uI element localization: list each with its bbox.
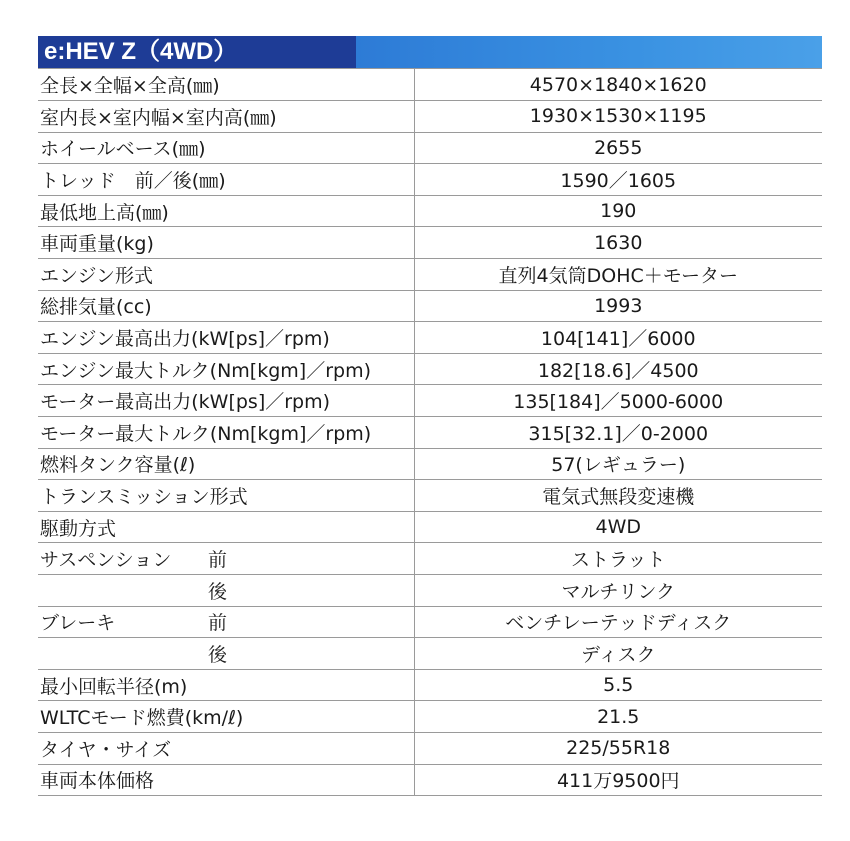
spec-row bbox=[38, 417, 822, 449]
spec-label-cell bbox=[38, 764, 414, 796]
spec-row bbox=[38, 732, 822, 764]
spec-row bbox=[38, 606, 822, 638]
spec-row bbox=[38, 101, 822, 133]
spec-row bbox=[38, 764, 822, 796]
spec-row bbox=[38, 69, 822, 101]
spec-label-cell bbox=[38, 417, 414, 449]
spec-value: 電気式無段変速機 bbox=[414, 480, 822, 512]
spec-label-cell bbox=[38, 101, 414, 133]
spec-label-cell bbox=[38, 290, 414, 322]
spec-label: ホイールベース(㎜) bbox=[40, 138, 206, 161]
spec-value: 411万9500円 bbox=[414, 764, 822, 796]
spec-value: 4570×1840×1620 bbox=[414, 69, 822, 101]
spec-value: 2655 bbox=[414, 132, 822, 164]
title-bar bbox=[38, 36, 822, 69]
spec-value: 57(レギュラー) bbox=[414, 448, 822, 480]
spec-label: エンジン形式 bbox=[40, 264, 154, 287]
spec-label: サスペンション bbox=[40, 549, 172, 572]
spec-value: ディスク bbox=[414, 638, 822, 670]
spec-label-cell bbox=[38, 701, 414, 733]
spec-row bbox=[38, 701, 822, 733]
spec-label-cell bbox=[38, 227, 414, 259]
spec-row bbox=[38, 385, 822, 417]
spec-row bbox=[38, 638, 822, 670]
spec-label: モーター最高出力(kW[ps]／rpm) bbox=[40, 391, 331, 414]
spec-label: 最小回転半径(m) bbox=[40, 675, 188, 698]
spec-label-cell bbox=[38, 638, 414, 670]
spec-value: 104[141]／6000 bbox=[414, 322, 822, 354]
spec-label-cell bbox=[38, 385, 414, 417]
spec-label-cell bbox=[38, 448, 414, 480]
grade-title: e:HEV Z（4WD） bbox=[38, 36, 356, 68]
spec-label-cell bbox=[38, 69, 414, 101]
spec-value: 135[184]／5000-6000 bbox=[414, 385, 822, 417]
spec-label: トランスミッション形式 bbox=[40, 486, 248, 509]
spec-label-cell bbox=[38, 732, 414, 764]
spec-row bbox=[38, 669, 822, 701]
spec-label: エンジン最高出力(kW[ps]／rpm) bbox=[40, 328, 330, 351]
spec-value: 225/55R18 bbox=[414, 732, 822, 764]
spec-row bbox=[38, 353, 822, 385]
spec-value: 直列4気筒DOHC＋モーター bbox=[414, 259, 822, 291]
spec-label-cell bbox=[38, 353, 414, 385]
spec-sheet bbox=[38, 36, 822, 796]
spec-label-cell bbox=[38, 322, 414, 354]
spec-label-cell bbox=[38, 480, 414, 512]
spec-label: 全長×全幅×全高(㎜) bbox=[40, 75, 220, 98]
spec-label: 室内長×室内幅×室内高(㎜) bbox=[40, 106, 277, 129]
spec-row bbox=[38, 164, 822, 196]
spec-label: ブレーキ bbox=[40, 612, 116, 635]
spec-sublabel: 後 bbox=[208, 580, 228, 603]
spec-label: モーター最大トルク(Nm[kgm]／rpm) bbox=[40, 422, 372, 445]
spec-value: 1590／1605 bbox=[414, 164, 822, 196]
spec-row bbox=[38, 322, 822, 354]
spec-value: 1993 bbox=[414, 290, 822, 322]
spec-label: 車両本体価格 bbox=[40, 770, 155, 793]
spec-value: 21.5 bbox=[414, 701, 822, 733]
spec-row bbox=[38, 290, 822, 322]
spec-value: マルチリンク bbox=[414, 575, 822, 607]
spec-sublabel: 前 bbox=[208, 549, 228, 572]
spec-sublabel: 後 bbox=[208, 643, 228, 666]
spec-value: 5.5 bbox=[414, 669, 822, 701]
spec-label: 燃料タンク容量(ℓ) bbox=[40, 454, 196, 477]
spec-value: 1630 bbox=[414, 227, 822, 259]
spec-label-cell bbox=[38, 164, 414, 196]
spec-value: ストラット bbox=[414, 543, 822, 575]
spec-label-cell bbox=[38, 132, 414, 164]
spec-value: 190 bbox=[414, 195, 822, 227]
spec-label-cell bbox=[38, 606, 414, 638]
spec-value: 315[32.1]／0-2000 bbox=[414, 417, 822, 449]
spec-label-cell bbox=[38, 543, 414, 575]
spec-row bbox=[38, 511, 822, 543]
spec-label: 総排気量(cc) bbox=[40, 296, 152, 319]
spec-label: トレッド 前／後(㎜) bbox=[40, 170, 226, 193]
spec-value: 1930×1530×1195 bbox=[414, 101, 822, 133]
spec-row bbox=[38, 195, 822, 227]
spec-row bbox=[38, 227, 822, 259]
spec-row bbox=[38, 480, 822, 512]
spec-value: ベンチレーテッドディスク bbox=[414, 606, 822, 638]
spec-row bbox=[38, 575, 822, 607]
spec-value: 4WD bbox=[414, 511, 822, 543]
spec-label-cell bbox=[38, 511, 414, 543]
spec-label-cell bbox=[38, 575, 414, 607]
spec-value: 182[18.6]／4500 bbox=[414, 353, 822, 385]
spec-row bbox=[38, 259, 822, 291]
spec-row bbox=[38, 448, 822, 480]
spec-label: 駆動方式 bbox=[40, 517, 117, 540]
spec-row bbox=[38, 132, 822, 164]
spec-label-cell bbox=[38, 259, 414, 291]
title-accent-bar bbox=[356, 36, 822, 68]
spec-label-cell bbox=[38, 669, 414, 701]
spec-table bbox=[38, 69, 822, 796]
spec-row bbox=[38, 543, 822, 575]
spec-label-cell bbox=[38, 195, 414, 227]
spec-sublabel: 前 bbox=[208, 612, 228, 635]
spec-label: 最低地上高(㎜) bbox=[40, 201, 169, 224]
spec-label: タイヤ・サイズ bbox=[40, 738, 172, 761]
spec-label: エンジン最大トルク(Nm[kgm]／rpm) bbox=[40, 359, 371, 382]
spec-label: 車両重量(kg) bbox=[40, 233, 154, 256]
spec-label: WLTCモード燃費(km/ℓ) bbox=[40, 707, 244, 730]
